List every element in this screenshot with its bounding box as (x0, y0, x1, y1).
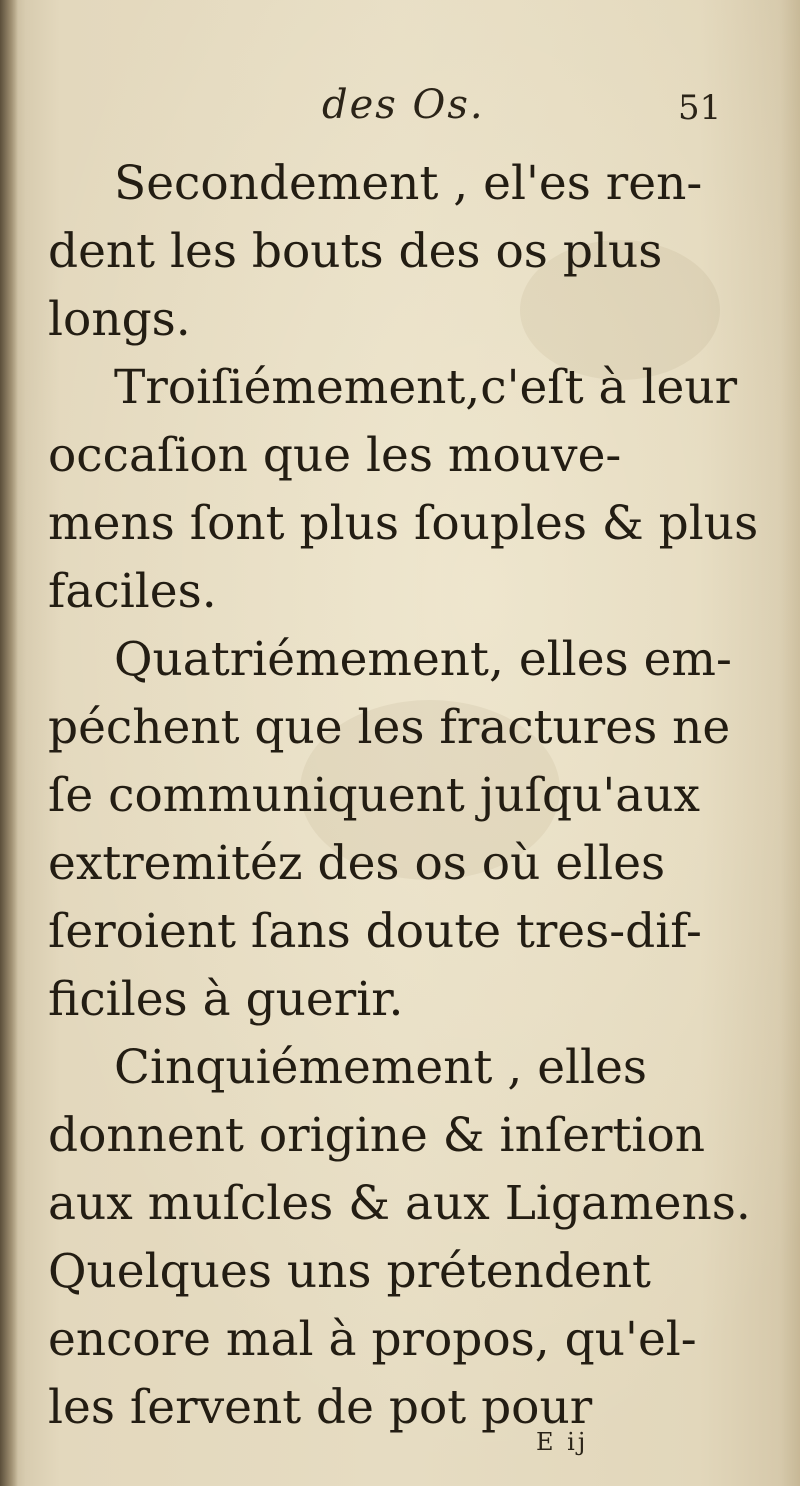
body-text (48, 150, 759, 1442)
text-line: ſeroient ſans doute tres-dif- (48, 904, 702, 959)
text-line: Cinquiémement , elles (114, 1040, 648, 1095)
text-line: extremitéz des os où elles (48, 836, 666, 891)
page-number: 51 (678, 88, 722, 128)
text-line: Quatriémement, elles em- (114, 632, 732, 687)
text-line: les ſervent de pot pour (48, 1380, 593, 1435)
page-gutter (0, 0, 18, 1486)
text-line: péchent que les fractures ne (48, 700, 731, 755)
text-line: ficiles à guerir. (48, 972, 404, 1027)
text-line: Secondement , el'es ren- (114, 156, 703, 211)
text-line: donnent origine & inſertion (48, 1108, 706, 1163)
text-line: longs. (48, 292, 191, 347)
running-head (0, 82, 800, 132)
signature-mark: E ij (536, 1428, 589, 1456)
running-head-title: des Os. (322, 82, 485, 128)
text-line: encore mal à propos, qu'el- (48, 1312, 697, 1367)
text-line: occaſion que les mouve- (48, 428, 622, 483)
text-line: dent les bouts des os plus (48, 224, 663, 279)
text-line: Troiſiémement,c'eſt à leur (114, 360, 738, 415)
text-line: Quelques uns prétendent (48, 1244, 651, 1299)
text-line: aux muſcles & aux Ligamens. (48, 1176, 751, 1231)
text-line: mens ſont plus ſouples & plus (48, 496, 759, 551)
text-line: ſe communiquent juſqu'aux (48, 768, 701, 823)
text-line: faciles. (48, 564, 217, 619)
